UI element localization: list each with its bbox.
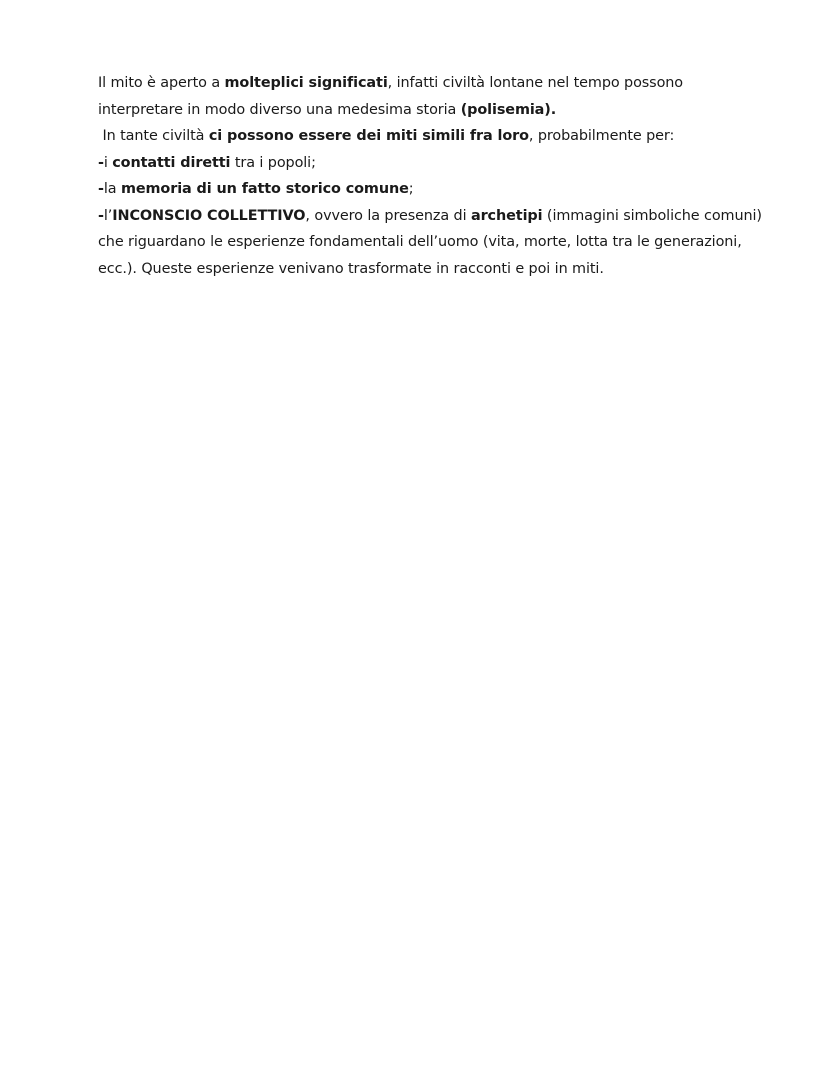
- text-run: , ovvero la presenza di: [305, 207, 471, 224]
- text-run: Il mito è aperto a: [98, 75, 225, 91]
- text-run: tra i popoli;: [230, 154, 316, 171]
- list-item-memoria: [98, 176, 748, 203]
- document-body: [98, 70, 762, 282]
- text-run: interpretare in modo diverso una medesima storia: [98, 101, 461, 118]
- bold-text-run: memoria di un fatto storico comune: [120, 181, 409, 197]
- list-item-inconscio-continuation: [98, 256, 748, 283]
- bold-text-run: archetipi: [470, 207, 543, 224]
- bold-text-run: molteplici significati: [224, 75, 388, 91]
- list-item-inconscio: [98, 203, 762, 230]
- text-run: ;: [408, 181, 414, 197]
- list-dash: -: [98, 181, 104, 197]
- text-run: In tante civiltà: [98, 128, 209, 144]
- text-run: , infatti civiltà lontane nel tempo possono: [387, 75, 683, 91]
- list-item-contatti: [98, 150, 748, 177]
- bold-text-run: INCONSCIO COLLETTIVO: [112, 207, 306, 224]
- bold-text-run: (polisemia).: [460, 101, 557, 118]
- text-run: l’: [103, 207, 113, 224]
- text-run: ecc.). Queste esperienze venivano trasformate in racconti e poi in miti.: [98, 260, 604, 277]
- paragraph-line-2: [98, 97, 748, 124]
- text-run: , probabilmente per:: [528, 128, 675, 144]
- list-item-inconscio-continuation: [98, 229, 748, 256]
- paragraph-line-3: [98, 123, 748, 150]
- bold-text-run: contatti diretti: [112, 154, 231, 171]
- list-dash: -: [98, 207, 104, 224]
- text-run: la: [103, 181, 121, 197]
- text-run: i: [103, 154, 113, 171]
- text-run: (immagini simboliche comuni): [542, 207, 762, 224]
- list-dash: -: [98, 154, 104, 171]
- paragraph-line-1: [98, 70, 748, 97]
- bold-text-run: ci possono essere dei miti simili fra loro: [208, 128, 529, 144]
- text-run: che riguardano le esperienze fondamentali dell’uomo (vita, morte, lotta tra le generazioni,: [98, 234, 742, 250]
